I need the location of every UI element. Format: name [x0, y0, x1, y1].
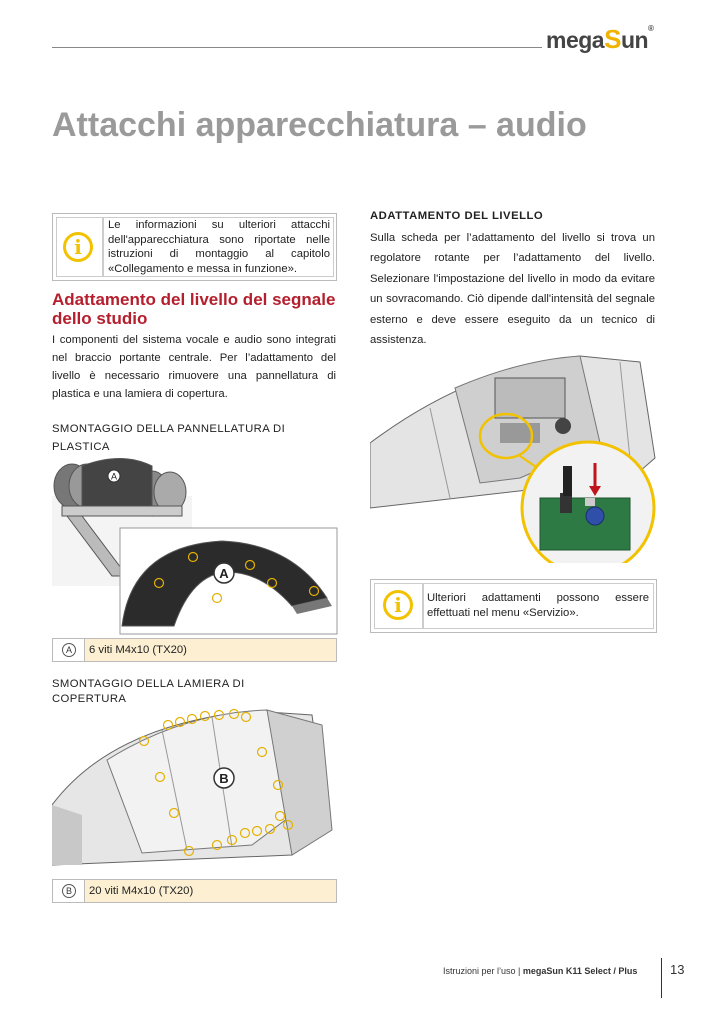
page-title: Attacchi apparecchiatura – audio	[52, 106, 587, 144]
section-heading: Adattamento del livello del segnale dello studio	[52, 290, 336, 328]
right-heading: ADATTAMENTO DEL LIVELLO	[370, 210, 544, 222]
caption-a-text: 6 viti M4x10 (TX20)	[85, 639, 336, 661]
info-box-right	[370, 579, 657, 633]
svg-text:A: A	[219, 566, 229, 581]
figure-cover-plate	[52, 705, 338, 875]
section2-title: SMONTAGGIO DELLA LAMIERA DI COPERTURA	[52, 678, 245, 705]
footer-product: megaSun K11 Select / Plus	[522, 966, 638, 976]
caption-b	[52, 879, 337, 903]
figure-plastic-panel	[52, 456, 338, 636]
svg-text:B: B	[219, 771, 229, 786]
footer-divider	[661, 958, 662, 998]
svg-text:A: A	[110, 471, 118, 482]
info-text: Le informazioni su ulteriori attacchi dell'apparecchiatura sono riportate nelle istruzioni di montaggio al capitolo «Collegamento e messa in funzione».	[108, 219, 330, 275]
info-text-right: Ulteriori adattamenti possono essere effettuati nel menu «Servizio».	[427, 592, 649, 619]
caption-b-text: 20 viti M4x10 (TX20)	[85, 880, 336, 902]
megasun-logo: megaSun®	[546, 24, 654, 54]
info-icon: i	[383, 590, 413, 620]
footer-text: Istruzioni per l’uso | megaSun K11 Select / Plus	[443, 966, 638, 976]
section1-title: SMONTAGGIO DELLA PANNELLATURA DI PLASTICA	[52, 423, 286, 453]
intro-paragraph: I componenti del sistema vocale e audio sono integrati nel braccio portante centrale. Per l’adattamento del livello è necessario rimuovere una pannellatura di plastica e una lamiera di copertura.	[52, 334, 336, 400]
caption-a	[52, 638, 337, 662]
figure-level-board	[370, 348, 656, 563]
caption-b-tag: B	[62, 884, 76, 898]
header-rule	[52, 47, 542, 48]
info-box-left	[52, 213, 337, 281]
page-number: 13	[670, 962, 685, 977]
caption-a-tag: A	[62, 643, 76, 657]
right-paragraph: Sulla scheda per l’adattamento del livello si trova un regolatore rotante per l’adattamento del livello. Selezionare l'impostazione del livello in modo da evitare un sovracomando. Ciò dipende dall'intensità del segnale esterno e deve essere eseguito da un tecnico di assistenza.	[370, 232, 655, 347]
info-icon: i	[63, 232, 93, 262]
